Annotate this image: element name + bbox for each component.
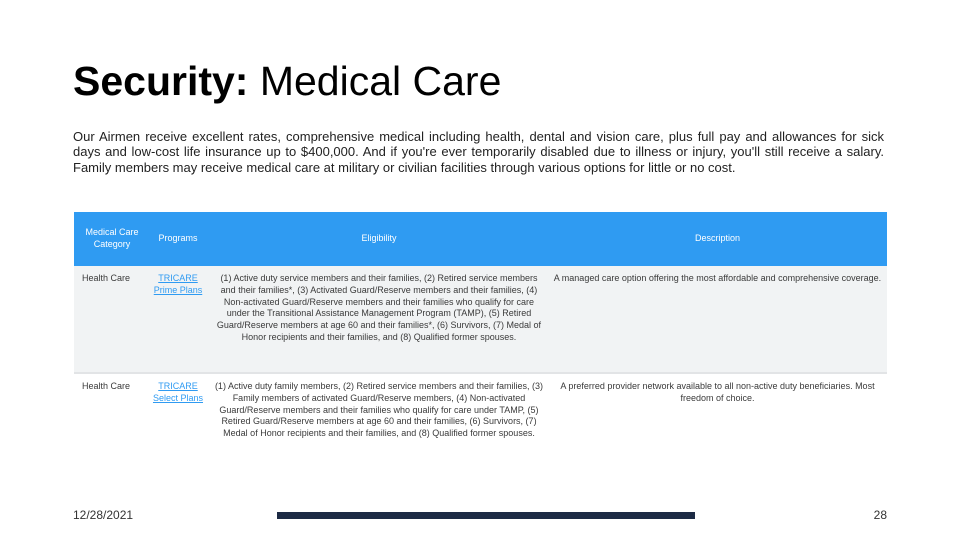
tricare-select-link[interactable]: TRICARE Select Plans (152, 381, 204, 403)
slide-title (73, 56, 501, 106)
cell-description: A managed care option offering the most affordable and comprehensive coverage. (548, 266, 887, 373)
title-rest: Medical Care (248, 58, 502, 104)
cell-description: A preferred provider network available to all non-active duty beneficiaries. Most freedom of choice. (548, 373, 887, 467)
cell-category: Health Care (74, 266, 146, 373)
footer-date: 12/28/2021 (73, 508, 134, 522)
tricare-prime-link[interactable]: TRICARE Prime Plans (153, 273, 203, 295)
table-row (74, 373, 887, 467)
header-category: Medical Care Category (74, 212, 146, 266)
title-bold: Security: (73, 58, 249, 104)
cell-category: Health Care (74, 373, 146, 467)
cell-eligibility: (1) Active duty family members, (2) Retired service members and their families, (3) Family members of activated Guard/Reserve members, (4) Non-activated Guard/Reserve members and their families who qualify for care under TAMP, (5) Retired Guard/Reserve members at age 60 and their families, (6) Survivors, (7) Medal of Honor recipients and their families, and (8) Qualified former spouses. (210, 373, 548, 467)
header-description: Description (548, 212, 887, 266)
page-number: 28 (873, 508, 887, 522)
medical-care-table (74, 212, 887, 467)
header-programs: Programs (146, 212, 210, 266)
footer-divider-bar (277, 512, 695, 519)
intro-paragraph: Our Airmen receive excellent rates, comprehensive medical including health, dental and vision care, plus full pay and allowances for sick days and low-cost life insurance up to $400,000. And if you're ever temporarily disabled due to illness or injury, you'll still receive a salary. Family members may receive medical care at military or civilian facilities through various options for little or no cost. (73, 129, 884, 175)
cell-eligibility: (1) Active duty service members and their families, (2) Retired service members and their families*, (3) Activated Guard/Reserve members and their families, (4) Non-activated Guard/Reserve members and their families who qualify for care under the Transitional Assistance Management Program (TAMP), (5) Retired Guard/Reserve members at age 60 and their families*, (6) Survivors, (7) Medal of Honor recipients and their families, and (8) Qualified former spouses. (210, 266, 548, 373)
header-eligibility: Eligibility (210, 212, 548, 266)
table-row (74, 266, 887, 373)
table-header-row (74, 212, 887, 266)
